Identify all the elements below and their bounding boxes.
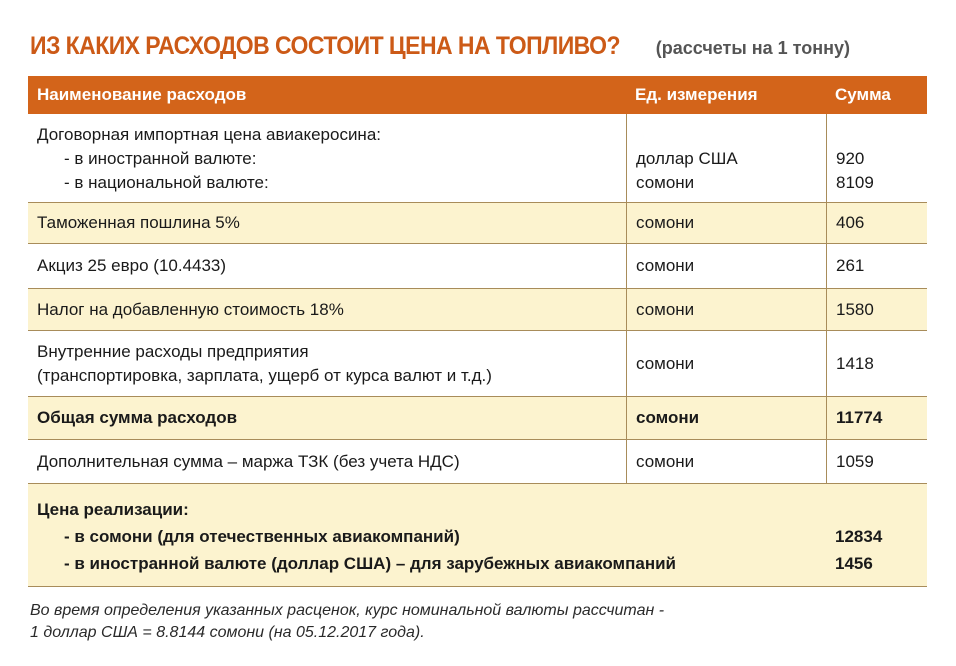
row2-name: Таможенная пошлина 5% [37, 213, 240, 232]
row4-value: 1580 [826, 289, 927, 330]
header-unit: Ед. измерения [635, 85, 758, 104]
header-sum: Сумма [835, 85, 891, 104]
row4-unit: сомони [626, 289, 826, 330]
footnote-line1: Во время определения указанных расценок, курс номинальной валюты рассчитан - [30, 602, 665, 619]
table-row-sale-price [28, 484, 927, 587]
table-row [28, 289, 927, 331]
row1-unit2: сомони [636, 173, 695, 192]
row8-name: Цена реализации: [37, 500, 189, 519]
row7-name: Дополнительная сумма – маржа ТЗК (без учета НДС) [37, 451, 460, 471]
page-title [30, 32, 850, 61]
row1-sub1: - в иностранной валюте: [64, 149, 257, 168]
row4-name: Налог на добавленную стоимость 18% [37, 299, 344, 319]
row1-value2: 8109 [836, 173, 874, 192]
row1-sub2: - в национальной валюте: [64, 173, 269, 192]
footnote [30, 600, 664, 644]
row7-value: 1059 [826, 440, 927, 483]
row1-name: Договорная импортная цена авиакеросина: [37, 125, 382, 144]
footnote-line2: 1 доллар США = 8.8144 сомони (на 05.12.2017 года). [30, 624, 425, 641]
title-sub: (рассчеты на 1 тонну) [655, 38, 850, 58]
row8-sub1: - в сомони (для отечественных авиакомпаний) [64, 527, 460, 546]
row5-value: 1418 [826, 331, 927, 396]
table-row [28, 331, 927, 397]
table-row-total [28, 397, 927, 440]
table-row [28, 114, 927, 203]
row5-name-line2: (транспортировка, зарплата, ущерб от курса валют и т.д.) [37, 365, 492, 385]
expense-table [28, 76, 927, 587]
row1-unit1: доллар США [636, 149, 738, 168]
header-name: Наименование расходов [37, 85, 247, 104]
row8-value2: 1456 [835, 554, 873, 573]
row8-sub2: - в иностранной валюте (доллар США) – для зарубежных авиакомпаний [64, 554, 676, 573]
row8-value1: 12834 [835, 527, 883, 546]
row3-name: Акциз 25 евро (10.4433) [37, 256, 227, 275]
row7-unit: сомони [626, 440, 826, 483]
row3-value: 261 [826, 244, 927, 288]
row6-value: 11774 [826, 397, 927, 439]
row6-unit: сомони [626, 397, 826, 439]
table-row [28, 203, 927, 244]
title-main: ИЗ КАКИХ РАСХОДОВ СОСТОИТ ЦЕНА НА ТОПЛИВО? [30, 32, 621, 60]
row6-name: Общая сумма расходов [37, 408, 238, 427]
row5-name-line1: Внутренние расходы предприятия [37, 341, 309, 361]
row2-value: 406 [826, 203, 927, 243]
table-row [28, 440, 927, 484]
table-header [28, 76, 927, 114]
row3-unit: сомони [626, 244, 826, 288]
table-row [28, 244, 927, 289]
row5-unit: сомони [626, 331, 826, 396]
row2-unit: сомони [626, 203, 826, 243]
row1-value1: 920 [836, 149, 865, 168]
